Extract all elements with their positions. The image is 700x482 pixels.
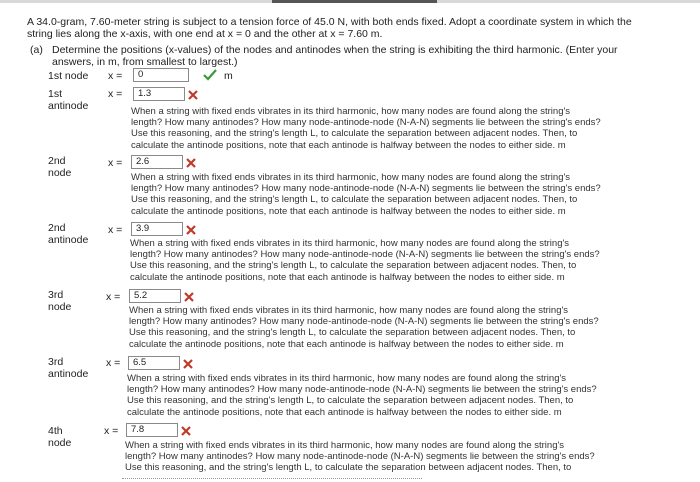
hint-text-2nd-antinode: When a string with fixed ends vibrates in its third harmonic, how many nodes are found along the string's length? How many antinodes? How many node-antinode-node (N-A-N) segments lie between the string's ends? Use this reasoning, and the string's length L, to calculate the separation between adjacent nodes. Then, to calculate the antinode positions, note that each antinode is halfway between the nodes to either side. m	[130, 238, 600, 283]
hint-text-3rd-antinode: When a string with fixed ends vibrates in its third harmonic, how many nodes are found along the string's length? How many antinodes? How many node-antinode-node (N-A-N) segments lie between the string's ends? Use this reasoning, and the string's length L, to calculate the separation between adjacent nodes. Then, to calculate the antinode positions, note that each antinode is halfway between the nodes to either side. m	[127, 373, 597, 418]
row-label-1st-node: 1st node	[48, 70, 89, 82]
part-a-line-1: Determine the positions (x-values) of the nodes and antinodes when the string is exhibiting the third harmonic. (Enter your	[52, 44, 618, 56]
problem-statement	[27, 16, 677, 40]
answer-input-3rd-node[interactable]: 5.2	[129, 289, 181, 303]
part-a-prompt	[30, 44, 670, 68]
answer-input-2nd-node[interactable]: 2.6	[131, 155, 183, 169]
hint-text-2nd-node: When a string with fixed ends vibrates in its third harmonic, how many nodes are found along the string's length? How many antinodes? How many node-antinode-node (N-A-N) segments lie between the string's ends? Use this reasoning, and the string's length L, to calculate the separation between adjacent nodes. Then, to calculate the antinode positions, note that each antinode is halfway between the nodes to either side. m	[131, 172, 601, 217]
unit-label: m	[224, 70, 233, 82]
answer-input-1st-antinode[interactable]: 1.3	[133, 87, 185, 101]
check-icon	[203, 69, 217, 81]
row-label-2nd-antinode: 2nd antinode	[48, 222, 89, 246]
x-equals-label: x =	[108, 157, 123, 169]
x-equals-label: x =	[104, 425, 119, 437]
row-label-2nd-node: 2nd node	[48, 155, 72, 179]
problem-line-2: string lies along the x-axis, with one end at x = 0 and the other at x = 7.60 m.	[27, 28, 383, 40]
x-equals-label: x =	[106, 291, 121, 303]
answer-input-1st-node[interactable]: 0	[133, 68, 189, 82]
hint-text-3rd-node: When a string with fixed ends vibrates in its third harmonic, how many nodes are found along the string's length? How many antinodes? How many node-antinode-node (N-A-N) segments lie between the string's ends? Use this reasoning, and the string's length L, to calculate the separation between adjacent nodes. Then, to calculate the antinode positions, note that each antinode is halfway between the nodes to either side. m	[129, 305, 599, 350]
answer-input-4th-node[interactable]: 7.8	[126, 423, 178, 437]
answer-input-2nd-antinode[interactable]: 3.9	[131, 222, 183, 236]
row-label-1st-antinode: 1st antinode	[48, 88, 89, 112]
x-equals-label: x =	[108, 224, 123, 236]
incorrect-x-icon	[186, 225, 196, 235]
incorrect-x-icon	[181, 426, 191, 436]
cropped-text-edge	[122, 478, 422, 482]
hint-text-4th-node: When a string with fixed ends vibrates in its third harmonic, how many nodes are found along the string's length? How many antinodes? How many node-antinode-node (N-A-N) segments lie between the string's ends? Use this reasoning, and the string's length L, to calculate the separation between adjacent nodes. Then, to	[125, 440, 595, 474]
top-bar	[0, 0, 700, 3]
part-a-line-2: answers, in m, from smallest to largest.)	[52, 56, 238, 68]
top-tab-indicator	[272, 0, 437, 3]
incorrect-x-icon	[183, 359, 193, 369]
answer-input-3rd-antinode[interactable]: 6.5	[128, 356, 180, 370]
x-equals-label: x =	[106, 357, 121, 369]
problem-line-1: A 34.0-gram, 7.60-meter string is subject to a tension force of 45.0 N, with both ends fixed. Adopt a coordinate system in which the	[27, 16, 632, 28]
row-label-4th-node: 4th node	[48, 425, 72, 449]
x-equals-label: x =	[108, 88, 123, 100]
incorrect-x-icon	[184, 292, 194, 302]
incorrect-x-icon	[186, 158, 196, 168]
part-a-label: (a)	[30, 44, 43, 56]
incorrect-x-icon	[188, 90, 198, 100]
row-label-3rd-antinode: 3rd antinode	[48, 356, 89, 380]
x-equals-label: x =	[108, 70, 123, 82]
hint-text-1st-antinode: When a string with fixed ends vibrates in its third harmonic, how many nodes are found along the string's length? How many antinodes? How many node-antinode-node (N-A-N) segments lie between the string's ends? Use this reasoning, and the string's length L, to calculate the separation between adjacent nodes. Then, to calculate the antinode positions, note that each antinode is halfway between the nodes to either side. m	[131, 106, 601, 151]
row-label-3rd-node: 3rd node	[48, 289, 72, 313]
